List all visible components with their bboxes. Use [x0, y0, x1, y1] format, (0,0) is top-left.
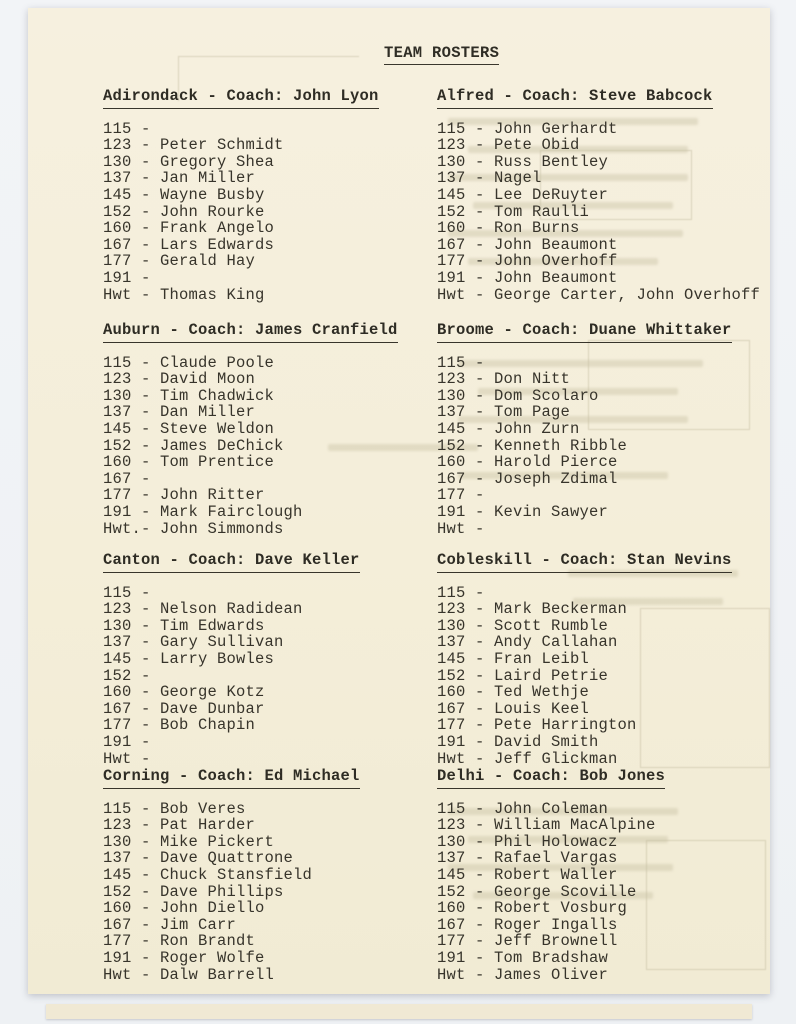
roster-line: 152 - John Rourke — [103, 202, 265, 221]
roster-line: 177 - Pete Harrington — [437, 716, 637, 735]
roster-list — [103, 121, 448, 304]
roster-line: Hwt - Thomas King — [103, 285, 265, 304]
roster-line: 167 - Louis Keel — [437, 699, 590, 718]
roster-line: Hwt.- John Simmonds — [103, 519, 284, 538]
roster-line: 152 - Tom Raulli — [437, 202, 590, 221]
roster-list — [103, 355, 448, 538]
roster-line: 145 - Lee DeRuyter — [437, 185, 609, 204]
roster-line: 137 - Rafael Vargas — [437, 849, 618, 868]
roster-line: 160 - Tom Prentice — [103, 453, 275, 472]
roster-list — [437, 585, 782, 768]
roster-line: 123 - David Moon — [103, 370, 256, 389]
roster-line: 167 - Joseph Zdimal — [437, 469, 618, 488]
roster-line: 160 - Harold Pierce — [437, 453, 618, 472]
team-header: Broome - Coach: Duane Whittaker — [437, 322, 732, 343]
roster-line: 191 - David Smith — [437, 732, 599, 751]
roster-line: 115 - — [437, 353, 485, 372]
roster-line: 177 - Bob Chapin — [103, 716, 256, 735]
roster-line: 152 - Laird Petrie — [437, 666, 609, 685]
roster-line: 191 - — [103, 732, 151, 751]
roster-line: 123 - Pete Obid — [437, 136, 580, 155]
roster-line: 160 - Frank Angelo — [103, 219, 275, 238]
roster-line: Hwt - George Carter, John Overhoff — [437, 285, 761, 304]
roster-line: 152 - George Scoville — [437, 882, 637, 901]
roster-list — [103, 585, 448, 768]
roster-line: 115 - Claude Poole — [103, 353, 275, 372]
roster-line: 130 - Mike Pickert — [103, 832, 275, 851]
team-header: Delhi - Coach: Bob Jones — [437, 768, 665, 789]
roster-line: Hwt - James Oliver — [437, 965, 609, 984]
roster-line: 160 - Robert Vosburg — [437, 899, 628, 918]
roster-line: 145 - Larry Bowles — [103, 649, 275, 668]
roster-line: 177 - Gerald Hay — [103, 252, 256, 271]
roster-line: 145 - Fran Leibl — [437, 649, 590, 668]
roster-line: 130 - Scott Rumble — [437, 616, 609, 635]
roster-line: 191 - Kevin Sawyer — [437, 502, 609, 521]
roster-line: 160 - Ron Burns — [437, 219, 580, 238]
team-header: Cobleskill - Coach: Stan Nevins — [437, 552, 732, 573]
roster-line: Hwt - Jeff Glickman — [437, 749, 618, 768]
page-title: TEAM ROSTERS — [384, 44, 499, 65]
roster-line: 145 - John Zurn — [437, 419, 580, 438]
roster-line: 191 - Mark Fairclough — [103, 502, 303, 521]
roster-line: 160 - George Kotz — [103, 683, 265, 702]
roster-line: 152 - Dave Phillips — [103, 882, 284, 901]
roster-line: 191 - John Beaumont — [437, 268, 618, 287]
roster-line: 130 - Phil Holowacz — [437, 832, 618, 851]
roster-line: 115 - Bob Veres — [103, 799, 246, 818]
roster-line: 177 - John Ritter — [103, 486, 265, 505]
team-section-corning — [103, 768, 448, 983]
roster-line: 123 - Nelson Radidean — [103, 600, 303, 619]
team-header: Corning - Coach: Ed Michael — [103, 768, 360, 789]
roster-line: 177 - Ron Brandt — [103, 932, 256, 951]
roster-line: Hwt - — [103, 749, 151, 768]
roster-line: 145 - Chuck Stansfield — [103, 865, 313, 884]
roster-list — [103, 801, 448, 984]
team-section-auburn — [103, 322, 448, 537]
roster-line: 167 - Roger Ingalls — [437, 915, 618, 934]
team-header: Canton - Coach: Dave Keller — [103, 552, 360, 573]
roster-line: 167 - Dave Dunbar — [103, 699, 265, 718]
roster-line: 177 - Jeff Brownell — [437, 932, 618, 951]
roster-line: 115 - — [437, 583, 485, 602]
team-section-adirondack — [103, 88, 448, 303]
roster-line: 130 - Gregory Shea — [103, 152, 275, 171]
team-section-delhi — [437, 768, 782, 983]
roster-line: 130 - Tim Chadwick — [103, 386, 275, 405]
roster-line: 137 - Andy Callahan — [437, 633, 618, 652]
roster-line: 145 - Robert Waller — [437, 865, 618, 884]
roster-line: 152 - — [103, 666, 151, 685]
roster-line: 115 - — [103, 583, 151, 602]
roster-line: 123 - Mark Beckerman — [437, 600, 628, 619]
roster-line: 145 - Wayne Busby — [103, 185, 265, 204]
roster-line: 123 - William MacAlpine — [437, 816, 656, 835]
roster-line: 123 - Peter Schmidt — [103, 136, 284, 155]
roster-line: 137 - Jan Miller — [103, 169, 256, 188]
roster-line: 167 - John Beaumont — [437, 235, 618, 254]
roster-list — [437, 121, 782, 304]
roster-line: 191 - Roger Wolfe — [103, 948, 265, 967]
team-header: Alfred - Coach: Steve Babcock — [437, 88, 713, 109]
roster-line: 137 - Dan Miller — [103, 403, 256, 422]
roster-line: 177 - John Overhoff — [437, 252, 618, 271]
roster-line: 137 - Dave Quattrone — [103, 849, 294, 868]
team-section-canton — [103, 552, 448, 767]
roster-line: 130 - Russ Bentley — [437, 152, 609, 171]
roster-line: Hwt - — [437, 519, 485, 538]
roster-line: 191 - — [103, 268, 151, 287]
document-page — [28, 8, 770, 994]
roster-line: 130 - Dom Scolaro — [437, 386, 599, 405]
team-header: Auburn - Coach: James Cranfield — [103, 322, 398, 343]
roster-list — [437, 355, 782, 538]
roster-line: 115 - — [103, 119, 151, 138]
roster-line: 167 - Lars Edwards — [103, 235, 275, 254]
roster-line: Hwt - Dalw Barrell — [103, 965, 275, 984]
roster-line: 177 - — [437, 486, 485, 505]
roster-line: 152 - Kenneth Ribble — [437, 436, 628, 455]
roster-line: 123 - Don Nitt — [437, 370, 571, 389]
roster-line: 191 - Tom Bradshaw — [437, 948, 609, 967]
team-section-alfred — [437, 88, 782, 303]
roster-line: 137 - Tom Page — [437, 403, 571, 422]
roster-line: 145 - Steve Weldon — [103, 419, 275, 438]
roster-line: 115 - John Gerhardt — [437, 119, 618, 138]
roster-line: 123 - Pat Harder — [103, 816, 256, 835]
roster-line: 137 - Gary Sullivan — [103, 633, 284, 652]
roster-line: 160 - John Diello — [103, 899, 265, 918]
roster-line: 167 - Jim Carr — [103, 915, 237, 934]
roster-line: 160 - Ted Wethje — [437, 683, 590, 702]
roster-line: 152 - James DeChick — [103, 436, 284, 455]
roster-line: 137 - Nagel — [437, 169, 542, 188]
team-section-broome — [437, 322, 782, 537]
team-section-cobleskill — [437, 552, 782, 767]
roster-line: 167 - — [103, 469, 151, 488]
under-sheet — [46, 1004, 752, 1019]
team-header: Adirondack - Coach: John Lyon — [103, 88, 379, 109]
roster-line: 130 - Tim Edwards — [103, 616, 265, 635]
roster-line: 115 - John Coleman — [437, 799, 609, 818]
roster-list — [437, 801, 782, 984]
